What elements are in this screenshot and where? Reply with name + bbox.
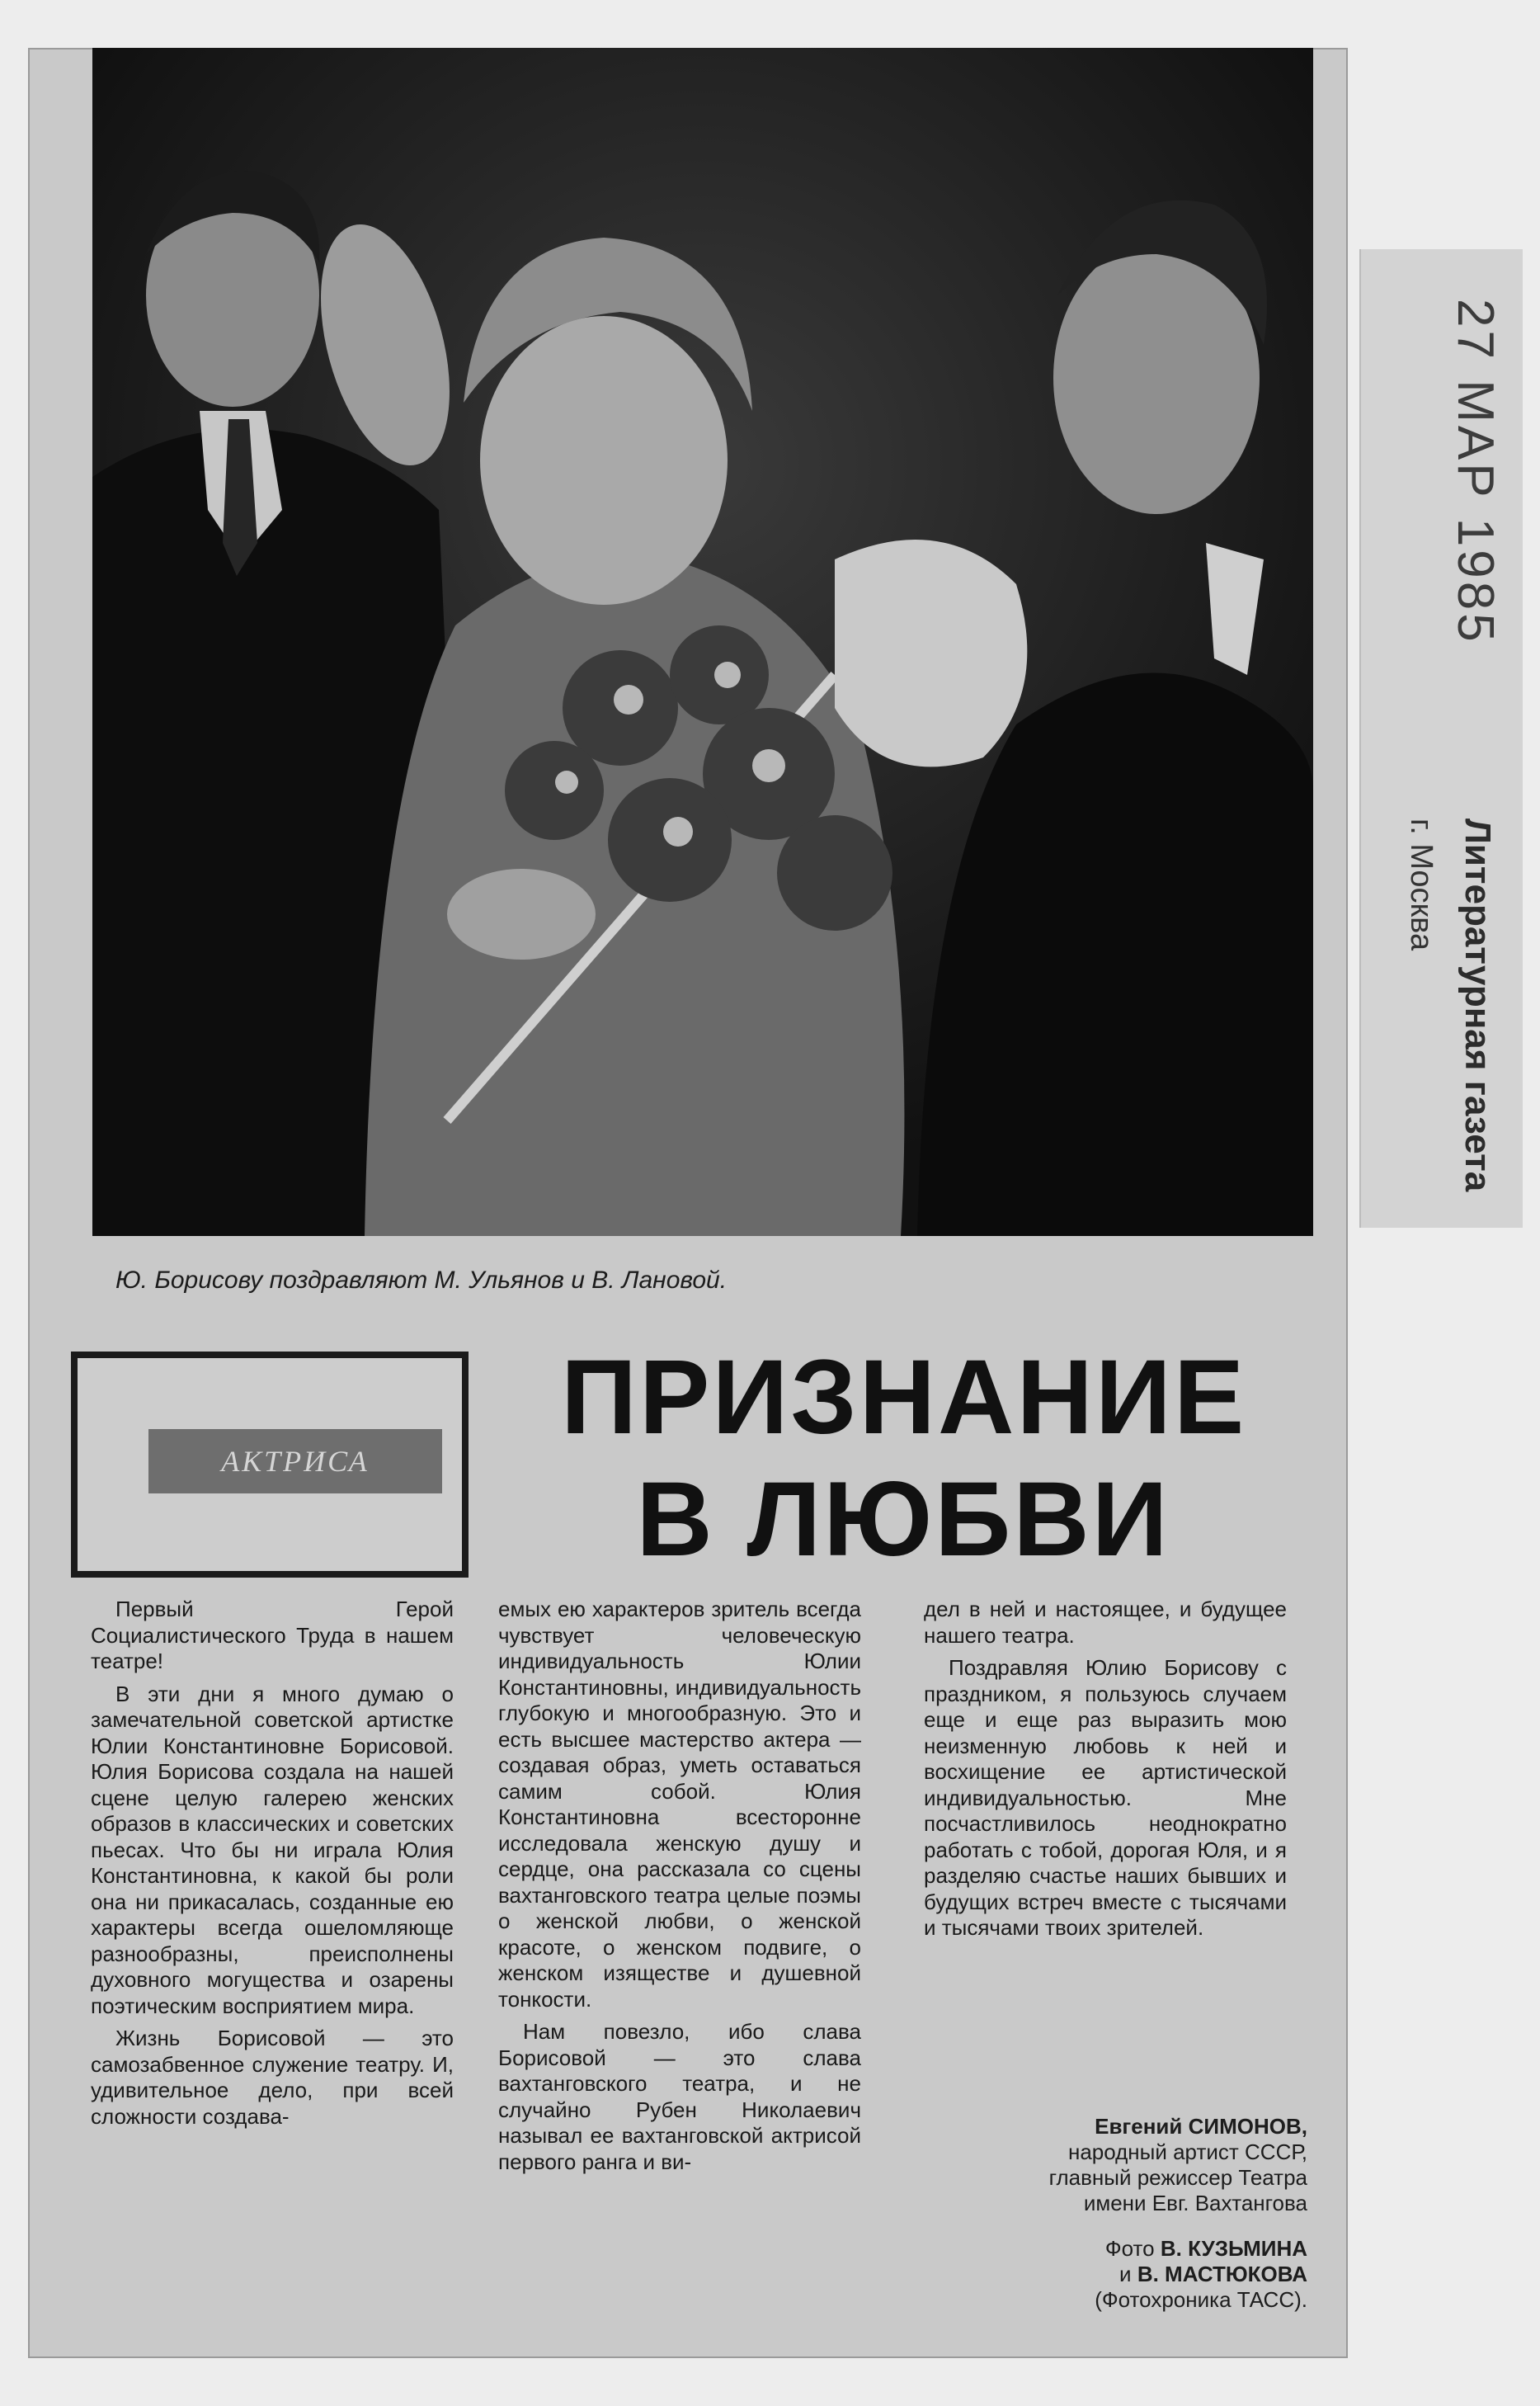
paragraph: В эти дни я много думаю о замечательной советской артистке Юлии Константиновне Борисовой. Юлия Борисова создала на нашей сцене целую галерею женских образов в классических и советских пьесах. Что бы ни играла Юлия Константиновна, к какой бы роли она ни прикасалась, созданные ею характеры всегда ошеломляюще разнообразны, преисполнены духовного могущества и озарены поэтическим восприятием мира.	[91, 1681, 454, 2018]
author-title-2: главный режиссер Театра	[1048, 2165, 1307, 2190]
article-column-3	[924, 1597, 1287, 1948]
paragraph: Первый Герой Социалистического Труда в нашем театре!	[91, 1597, 454, 1673]
photographer-1: В. КУЗЬМИНА	[1160, 2236, 1307, 2261]
rubric-label: АКТРИСА	[148, 1429, 442, 1493]
author-title-1: народный артист СССР,	[1067, 2139, 1307, 2164]
headline-line-1: ПРИЗНАНИЕ	[561, 1338, 1247, 1456]
paragraph: Нам повезло, ибо слава Борисовой — это слава вахтанговского театра, и не случайно Рубен Николаевич называл ее вахтанговской актрисой первого ранга и ви-	[498, 2019, 861, 2174]
author-title-3: имени Евг. Вахтангова	[1083, 2191, 1307, 2215]
photo-illustration	[92, 48, 1313, 1236]
paragraph: Поздравляя Юлию Борисову с праздником, я пользуюсь случаем еще и еще раз выразить мою неизменную любовь к ней и восхищение ее артистической индивидуальностью. Мне посчастливилось неоднократно работать с тобой, дорогая Юля, и я разделяю счастье наших бывших и будущих встреч вместе с тысячами и тысячами твоих зрителей.	[924, 1655, 1287, 1940]
article-column-2	[498, 1597, 861, 2182]
article-column-1	[91, 1597, 454, 2136]
credit-prefix-1: Фото	[1104, 2236, 1155, 2261]
date-stamp	[1359, 249, 1523, 1228]
author-last-name: СИМОНОВ,	[1188, 2114, 1307, 2139]
photo-credit	[891, 2236, 1307, 2313]
paragraph: дел в ней и настоящее, и будущее нашего театра.	[924, 1597, 1287, 1648]
stamp-date: 27 МАР 1985	[1447, 299, 1504, 645]
paragraph: емых ею характеров зритель всегда чувствует человеческую индивидуальность Юлии Константиновны, индивидуальность глубокую и многообразную. Это и есть высшее мастерство актера — создавая образ, уметь оставаться самим собой. Юлия Константиновна всесторонне исследовала женскую душу и сердце, она рассказала со сцены вахтанговского театра целые поэмы о женской любви, о женской красоте, о женском подвиге, о женском изяществе и душевной тонкости.	[498, 1597, 861, 2012]
headline-line-2: В ЛЮБВИ	[636, 1460, 1170, 1578]
stamp-newspaper: Литературная газета	[1458, 819, 1498, 1192]
photographer-2: В. МАСТЮКОВА	[1137, 2262, 1307, 2286]
credit-prefix-2: и	[1119, 2262, 1132, 2286]
headline	[561, 1337, 1246, 1581]
press-photo	[92, 48, 1313, 1236]
photo-caption: Ю. Борисову поздравляют М. Ульянов и В. Лановой.	[115, 1267, 728, 1294]
credit-agency: (Фотохроника ТАСС).	[1095, 2287, 1307, 2312]
stamp-city: г. Москва	[1404, 819, 1439, 951]
paragraph: Жизнь Борисовой — это самозабвенное служение театру. И, удивительное дело, при всей сложности создава-	[91, 2026, 454, 2129]
rubric-box	[71, 1352, 469, 1578]
author-first-name: Евгений	[1095, 2114, 1183, 2139]
author-signature	[891, 2114, 1307, 2216]
